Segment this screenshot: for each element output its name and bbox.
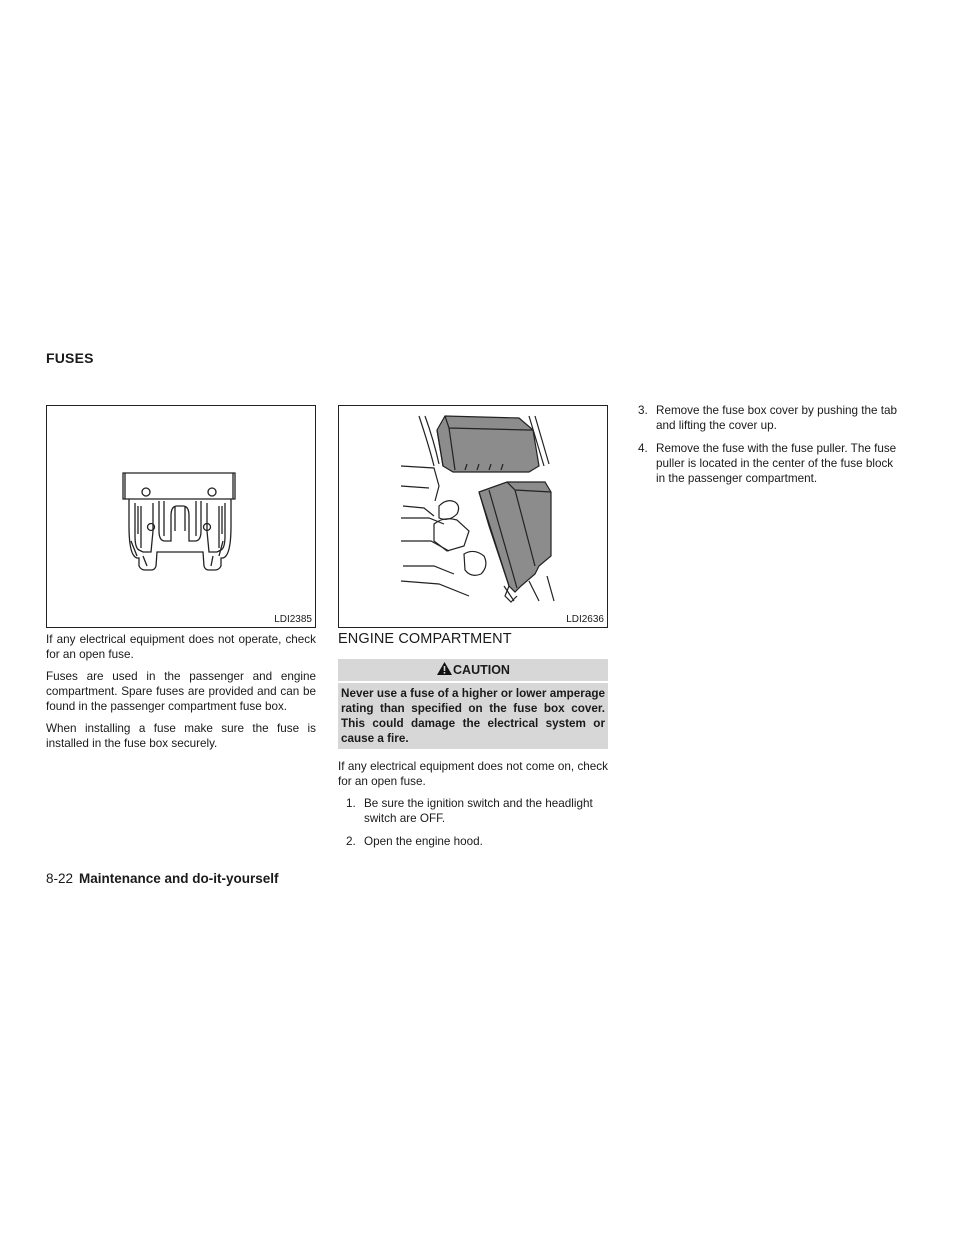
list-item [338,834,608,849]
step-number: 1. [346,797,356,810]
warning-icon [436,661,453,676]
left-column [46,632,316,758]
step-number: 4. [638,442,648,455]
steps-list [630,403,900,486]
figure-label: LDI2636 [566,614,604,625]
step-text: Be sure the ignition switch and the headlight switch are OFF. [364,797,593,825]
subheading: ENGINE COMPARTMENT [338,631,512,647]
paragraph: If any electrical equipment does not operate, check for an open fuse. [46,633,316,661]
step-text: Remove the fuse box cover by pushing the tab and lifting the cover up. [656,404,898,432]
right-column [630,403,900,494]
steps-list [338,796,608,849]
caution-title: CAUTION [453,663,510,677]
paragraph: If any electrical equipment does not come on, check for an open fuse. [338,760,608,788]
chapter-title: Maintenance and do-it-yourself [79,871,279,886]
figure-label: LDI2385 [274,614,312,625]
engine-fuse-box-illustration [338,405,608,628]
caution-header [338,659,608,681]
step-text: Remove the fuse with the fuse puller. The fuse puller is located in the center of the fuse block in the passenger compartment. [656,442,897,485]
page-footer [46,871,279,886]
list-item [338,796,608,826]
paragraph: Fuses are used in the passenger and engine compartment. Spare fuses are provided and can be found in the passenger compartment fuse box. [46,670,316,713]
step-text: Open the engine hood. [364,835,483,848]
middle-column [338,632,608,857]
caution-text: Never use a fuse of a higher or lower amperage rating than specified on the fuse box cover. This could damage the electrical system or cause a fire. [338,683,608,749]
list-item [630,403,900,433]
list-item [630,441,900,486]
page-number: 8-22 [46,871,74,886]
step-number: 2. [346,835,356,848]
step-number: 3. [638,404,648,417]
paragraph: When installing a fuse make sure the fuse is installed in the fuse box securely. [46,722,316,750]
section-title: FUSES [46,350,94,366]
blade-fuse-drawing [47,406,315,606]
engine-compartment-drawing [339,406,607,606]
fuse-illustration [46,405,316,628]
